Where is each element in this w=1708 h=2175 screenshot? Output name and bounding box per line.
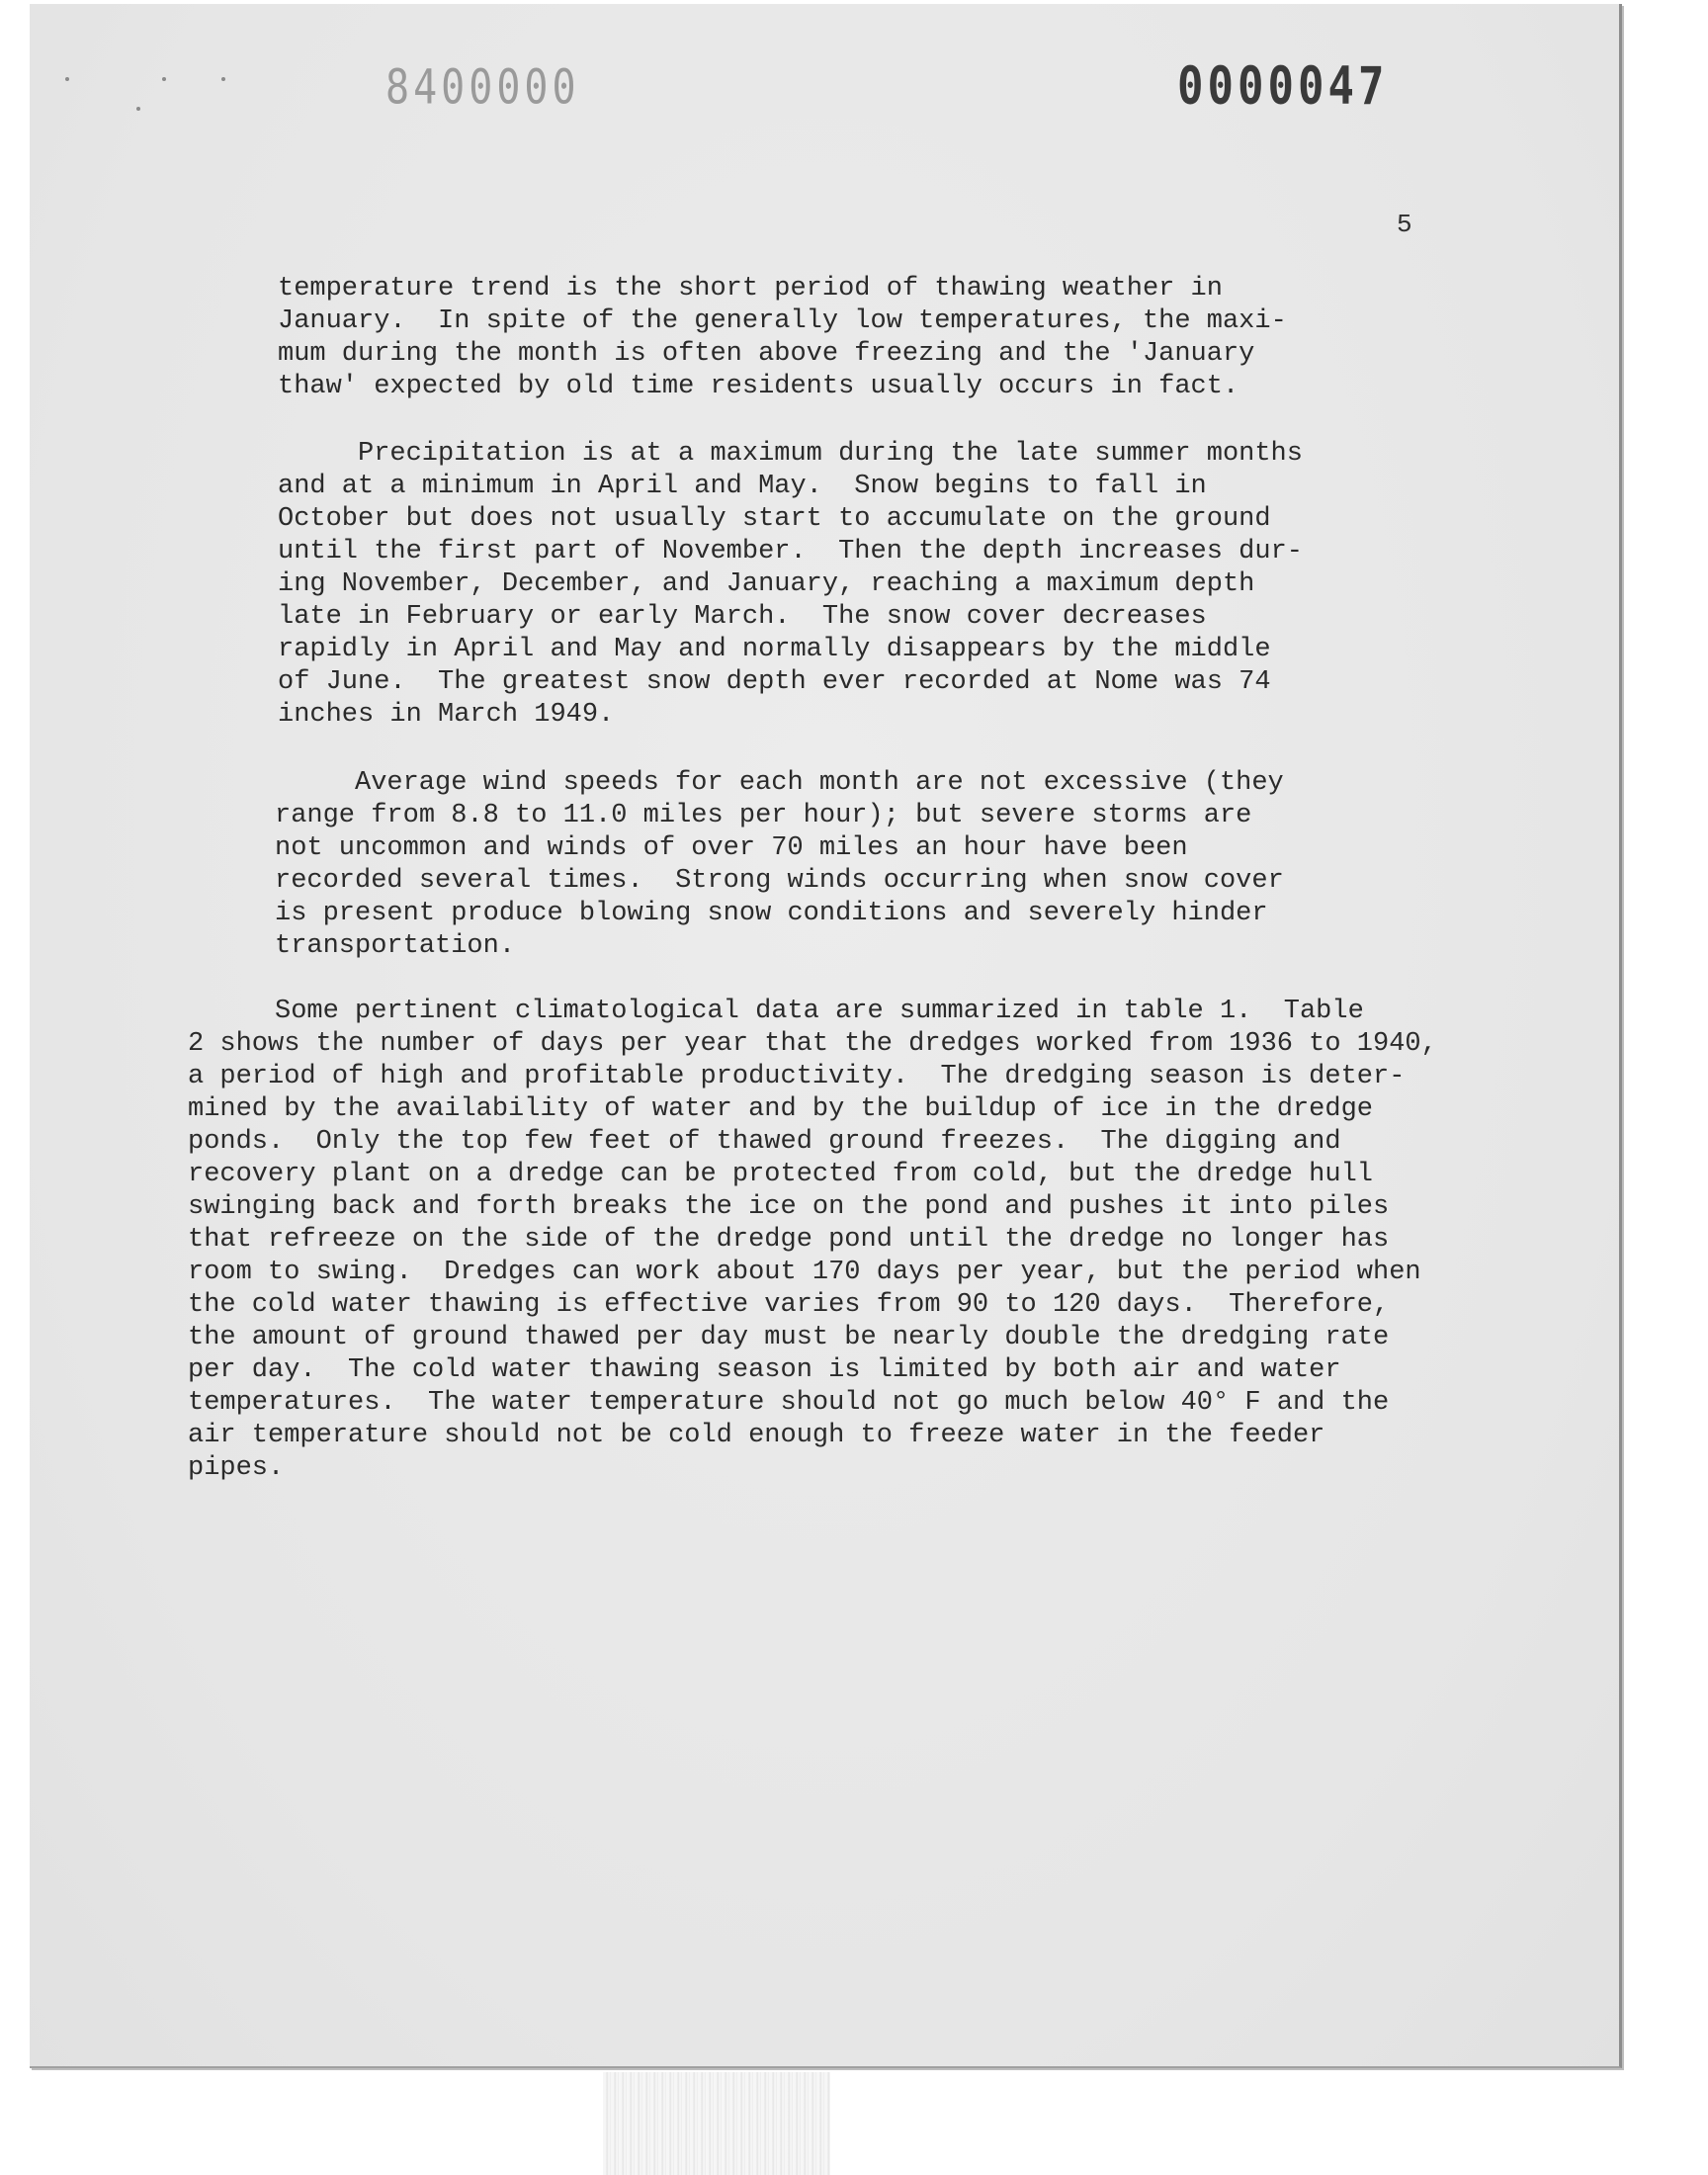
- text-line: that refreeze on the side of the dredge pond until the dredge no longer has: [188, 1225, 1390, 1255]
- text-line: thaw' expected by old time residents usually occurs in fact.: [278, 372, 1239, 401]
- scan-speck: [136, 107, 140, 111]
- text-line: pipes.: [188, 1453, 285, 1483]
- text-line: Average wind speeds for each month are not excessive (they: [355, 768, 1284, 798]
- text-line: transportation.: [275, 931, 516, 961]
- text-line: recovery plant on a dredge can be protected from cold, but the dredge hull: [188, 1160, 1373, 1189]
- text-line: 2 shows the number of days per year that the dredges worked from 1936 to 1940,: [188, 1029, 1437, 1059]
- text-line: rapidly in April and May and normally disappears by the middle: [278, 635, 1271, 664]
- text-line: the amount of ground thawed per day must be nearly double the dredging rate: [188, 1323, 1390, 1352]
- text-line: January. In spite of the generally low temperatures, the maxi-: [278, 306, 1287, 336]
- scanner-streak: [603, 2072, 830, 2175]
- scan-speck: [65, 77, 69, 81]
- text-line: per day. The cold water thawing season is limited by both air and water: [188, 1355, 1341, 1385]
- text-line: is present produce blowing snow conditions and severely hinder: [275, 899, 1268, 928]
- text-line: Some pertinent climatological data are summarized in table 1. Table: [275, 997, 1364, 1026]
- paragraph-wind-speeds: [275, 767, 1284, 963]
- text-line: Precipitation is at a maximum during the late summer months: [358, 439, 1303, 469]
- text-line: of June. The greatest snow depth ever recorded at Nome was 74: [278, 667, 1271, 697]
- text-line: October but does not usually start to accumulate on the ground: [278, 504, 1271, 534]
- text-line: air temperature should not be cold enough to freeze water in the feeder: [188, 1421, 1325, 1450]
- text-line: mum during the month is often above freezing and the 'January: [278, 339, 1255, 369]
- text-line: room to swing. Dredges can work about 170 days per year, but the period when: [188, 1258, 1421, 1287]
- page-number: 5: [1397, 210, 1412, 239]
- text-line: the cold water thawing is effective varies from 90 to 120 days. Therefore,: [188, 1290, 1390, 1320]
- frame-number-stamp-left: 8400000: [385, 60, 580, 116]
- text-line: temperatures. The water temperature should not go much below 40° F and the: [188, 1388, 1390, 1418]
- text-line: ing November, December, and January, reaching a maximum depth: [278, 569, 1255, 599]
- text-line: ponds. Only the top few feet of thawed ground freezes. The digging and: [188, 1127, 1341, 1157]
- text-line: until the first part of November. Then the depth increases dur-: [278, 537, 1303, 566]
- paragraph-precipitation: [278, 438, 1303, 732]
- text-line: temperature trend is the short period of thawing weather in: [278, 274, 1223, 304]
- text-line: and at a minimum in April and May. Snow begins to fall in: [278, 472, 1207, 501]
- paragraph-temperature-trend: [278, 273, 1287, 403]
- text-line: mined by the availability of water and by the buildup of ice in the dredge: [188, 1094, 1373, 1124]
- scan-speck: [221, 77, 225, 81]
- text-line: a period of high and profitable productivity. The dredging season is deter-: [188, 1062, 1406, 1091]
- text-line: late in February or early March. The snow cover decreases: [278, 602, 1207, 632]
- paragraph-dredging-season: [188, 996, 1437, 1485]
- text-line: not uncommon and winds of over 70 miles an hour have been: [275, 833, 1188, 863]
- scan-speck: [162, 77, 166, 81]
- text-line: range from 8.8 to 11.0 miles per hour); but severe storms are: [275, 801, 1252, 830]
- text-line: inches in March 1949.: [278, 700, 615, 730]
- text-line: swinging back and forth breaks the ice on the pond and pushes it into piles: [188, 1192, 1390, 1222]
- frame-number-stamp-right: 0000047: [1177, 55, 1389, 118]
- text-line: recorded several times. Strong winds occurring when snow cover: [275, 866, 1284, 896]
